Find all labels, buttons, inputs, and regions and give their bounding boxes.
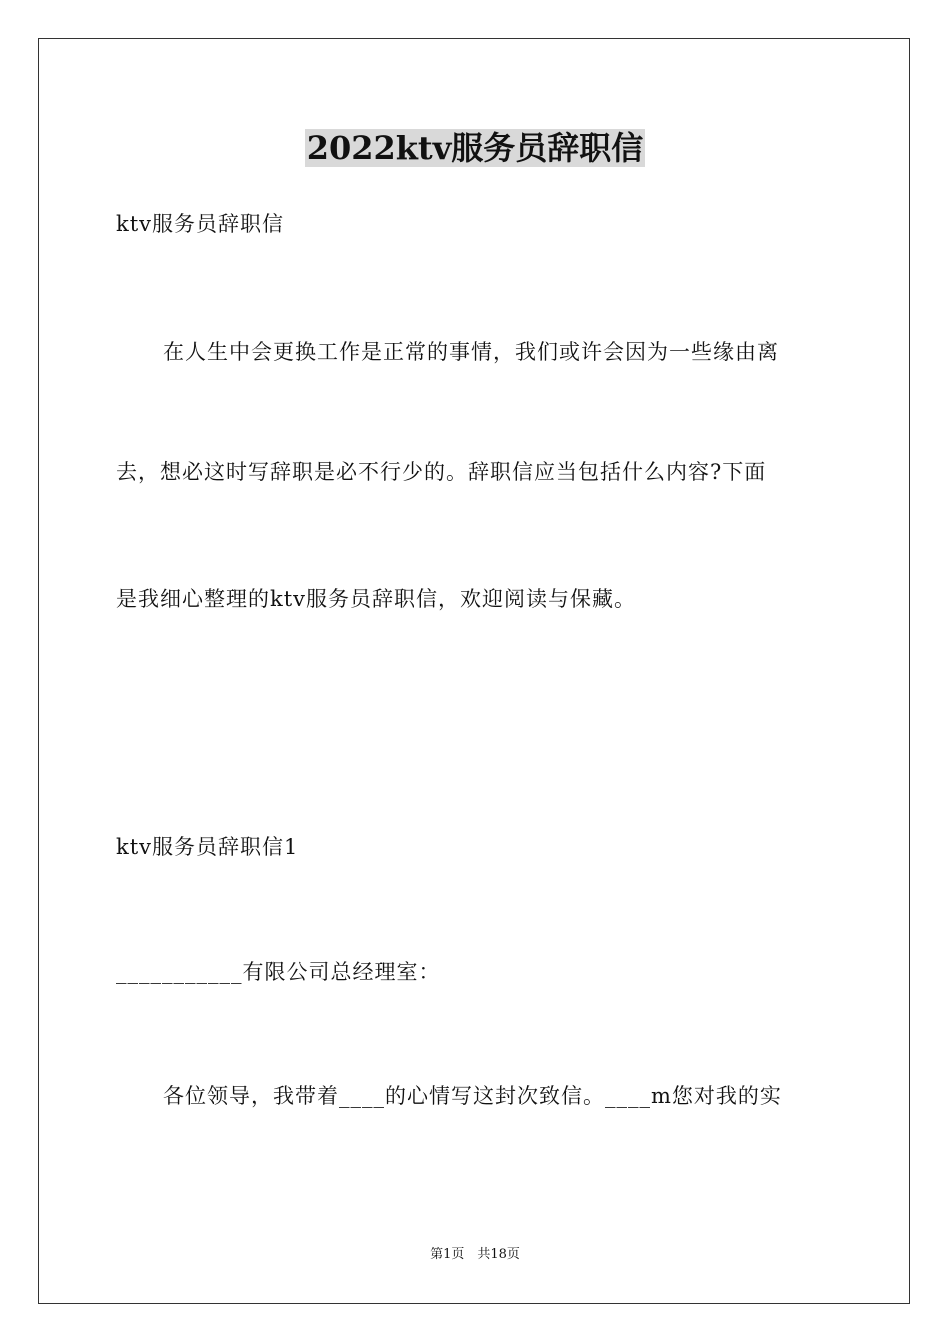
intro-line-2: 去，想必这时写辞职是必不行少的。辞职信应当包括什么内容?下面: [116, 460, 767, 484]
body-line: [163, 1081, 782, 1111]
intro-line-1: 在人生中会更换工作是正常的事情，我们或许会因为一些缘由离: [163, 340, 779, 364]
body-text-part-3: m您对我的实: [651, 1084, 782, 1108]
page-number-footer: 第1页 共18页: [430, 1247, 520, 1262]
salutation-blank: ___________: [116, 960, 243, 984]
salutation-text: 有限公司总经理室：: [242, 960, 441, 984]
body-blank-1: ____: [339, 1084, 385, 1108]
salutation-line: [116, 957, 441, 987]
body-blank-2: ____: [605, 1084, 651, 1108]
intro-line-3: 是我细心整理的ktv服务员辞职信，欢迎阅读与保藏。: [116, 587, 637, 611]
section-heading: ktv服务员辞职信1: [116, 835, 299, 859]
document-title: [0, 126, 950, 170]
body-text-part-2: 的心情写这封次致信。: [385, 1084, 605, 1108]
document-title-text: 2022ktv服务员辞职信: [306, 129, 644, 167]
document-subtitle: ktv服务员辞职信: [116, 212, 285, 236]
body-text-part-1: 各位领导，我带着: [163, 1084, 339, 1108]
